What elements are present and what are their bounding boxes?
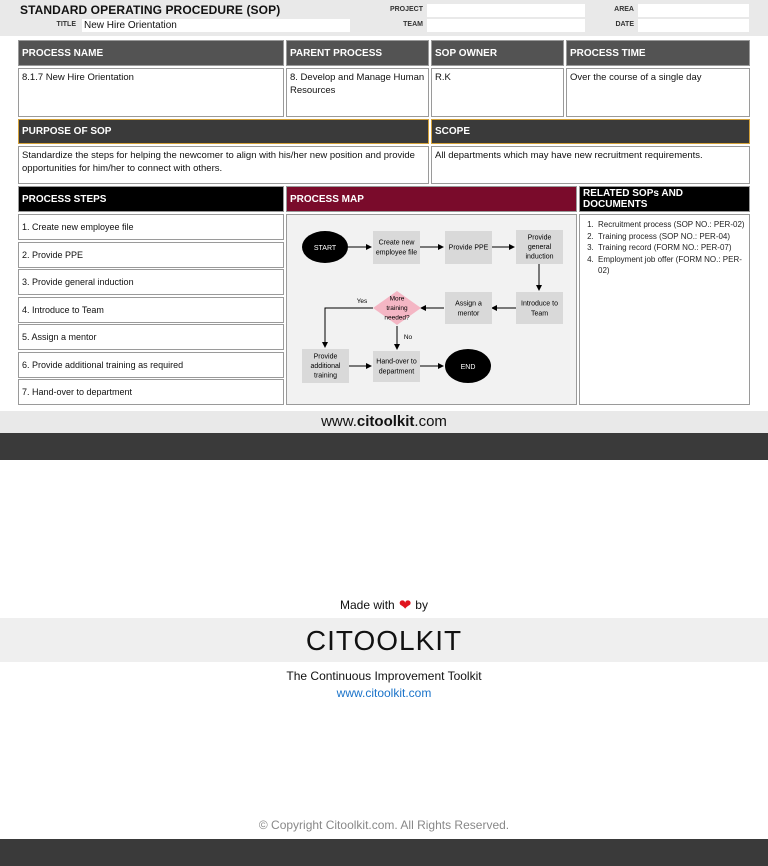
induction-label-1: Provide [527,234,552,242]
introduce-team-box[interactable] [516,292,563,324]
date-field[interactable] [638,19,749,32]
made-with-line [0,597,768,614]
related-docs-panel [579,214,750,405]
create-file-box[interactable] [373,231,420,264]
mentor-label-2: mentor [457,310,480,318]
decision-label-3: needed? [384,314,410,322]
process-step[interactable]: 5. Assign a mentor [18,324,284,350]
additional-label-2: additional [310,363,341,370]
additional-label-3: training [314,372,337,380]
related-doc-item[interactable]: 4. Employment job offer (FORM NO.: PER-02) [596,254,745,277]
handover-label-1: Hand-over to [376,358,417,366]
website-name: citoolkit [356,413,415,430]
parent-process-value[interactable]: 8. Develop and Manage Human Resources [286,68,429,117]
website-link[interactable]: www.citoolkit.com [336,686,432,700]
website-prefix: www. [321,413,357,430]
heart-icon: ❤ [398,597,412,614]
website-suffix: .com [414,413,447,430]
mentor-label-1: Assign a [455,300,482,308]
process-step[interactable]: 1. Create new employee file [18,214,284,240]
introduce-label-2: Team [530,310,549,318]
process-name-value[interactable]: 8.1.7 New Hire Orientation [18,68,284,117]
brand-name: CITOOLKIT [0,618,768,662]
start-label: START [313,245,337,252]
area-field[interactable] [638,4,749,17]
handover-label-2: department [378,368,415,376]
title-field[interactable]: New Hire Orientation [82,19,350,32]
induction-label-2: general [527,244,552,251]
area-label: AREA [614,6,634,13]
by-text: by [415,598,428,612]
made-with-text: Made with [340,598,395,612]
provide-ppe-label: Provide PPE [448,244,489,252]
title-label: TITLE [56,21,76,28]
process-step[interactable]: 2. Provide PPE [18,242,284,268]
process-map [286,214,577,405]
create-file-label-1: Create new [378,239,415,247]
team-field[interactable] [427,19,585,32]
project-label: PROJECT [389,6,423,13]
assign-mentor-box[interactable] [445,292,492,324]
team-label: TEAM [403,21,423,28]
process-map-diagram [287,215,578,406]
scope-value[interactable]: All departments which may have new recruitment requirements. [431,146,750,184]
copyright-text: © Copyright Citoolkit.com. All Rights Reserved. [258,818,510,832]
purpose-header: PURPOSE OF SOP [18,119,429,144]
process-step[interactable]: 7. Hand-over to department [18,379,284,405]
footer-bar [0,839,768,866]
process-name-header: PROCESS NAME [18,40,284,66]
end-label: END [460,364,476,371]
create-file-label-2: employee file [375,249,418,257]
related-docs-list [580,215,749,277]
related-doc-item[interactable]: 3. Training record (FORM NO.: PER-07) [596,242,745,254]
related-docs-header: RELATED SOPs AND DOCUMENTS [579,186,750,212]
introduce-label-1: Introduce to [521,300,558,308]
decision-label-2: training [386,305,408,312]
parent-process-header: PARENT PROCESS [286,40,429,66]
scope-header: SCOPE [431,119,750,144]
project-field[interactable] [427,4,585,17]
decision-label-1: More [389,295,405,303]
purpose-value[interactable]: Standardize the steps for helping the newcomer to align with his/her new position and provide opportunities for him/her to connect with others. [18,146,429,184]
process-time-value[interactable]: Over the course of a single day [566,68,750,117]
additional-label-1: Provide [313,353,338,361]
divider-bar [0,433,768,460]
date-label: DATE [615,21,634,28]
process-time-header: PROCESS TIME [566,40,750,66]
related-doc-item[interactable]: 2. Training process (SOP NO.: PER-04) [596,231,745,243]
process-steps-header: PROCESS STEPS [18,186,284,212]
handover-box[interactable] [373,351,420,382]
process-map-header: PROCESS MAP [286,186,577,212]
yes-label: Yes [356,298,368,305]
related-doc-item[interactable]: 1. Recruitment process (SOP NO.: PER-02) [596,219,745,231]
sop-owner-header: SOP OWNER [431,40,564,66]
sop-owner-value[interactable]: R.K [431,68,564,117]
tagline: The Continuous Improvement Toolkit [286,669,482,683]
document-title: STANDARD OPERATING PROCEDURE (SOP) [20,3,281,17]
process-step[interactable]: 6. Provide additional training as required [18,352,284,378]
induction-label-3: induction [525,253,554,261]
website-banner [0,411,768,433]
process-step[interactable]: 4. Introduce to Team [18,297,284,323]
no-label: No [403,334,413,341]
process-step[interactable]: 3. Provide general induction [18,269,284,295]
